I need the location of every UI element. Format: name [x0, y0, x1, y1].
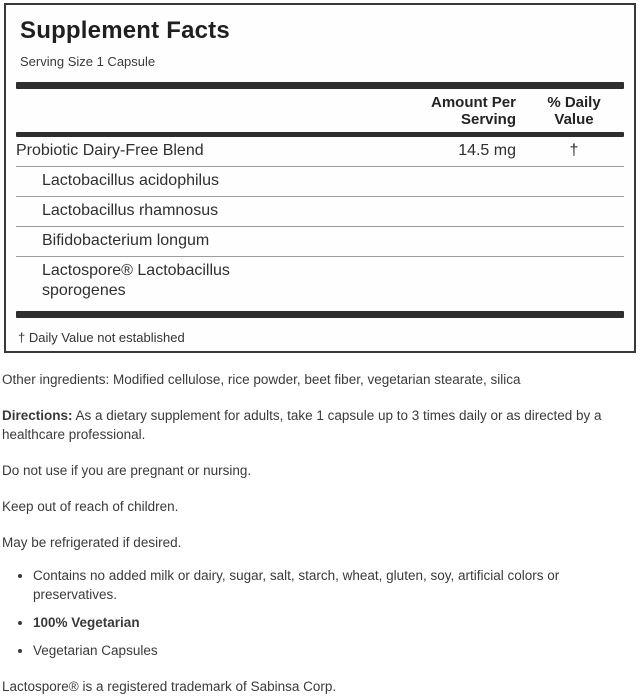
list-item: • Contains no added milk or dairy, sugar, salt, starch, wheat, gluten, soy, artificial colors or preservatives.: [33, 566, 611, 604]
panel-title: Supplement Facts: [20, 17, 230, 44]
table-row: [16, 196, 624, 226]
refrigeration-text: May be refrigerated if desired.: [2, 535, 182, 550]
directions-label: Directions:: [2, 408, 73, 423]
table-header-row: [16, 89, 624, 132]
supplement-label: [0, 3, 640, 694]
table-row: [16, 137, 624, 166]
divider-thick-bottom: [16, 311, 624, 318]
list-item: • 100% Vegetarian: [33, 613, 611, 632]
pregnancy-warning-text: Do not use if you are pregnant or nursing.: [2, 463, 252, 478]
trademark-text: Lactospore® is a registered trademark of Sabinsa Corp.: [2, 679, 337, 694]
directions-text: [2, 406, 608, 444]
divider-thick-top: [16, 82, 624, 89]
supplement-facts-panel: [4, 3, 636, 353]
ingredient-amount: 14.5 mg: [458, 142, 516, 159]
column-header-amount: Amount Per Serving: [430, 94, 516, 128]
other-ingredients-text: Other ingredients: Modified cellulose, rice powder, beet fiber, vegetarian stearate, silica: [2, 372, 521, 387]
ingredient-name: Bifidobacterium longum: [42, 232, 210, 249]
ingredient-name: Lactobacillus acidophilus: [42, 172, 219, 189]
table-row: [16, 256, 624, 306]
ingredient-name: Probiotic Dairy-Free Blend: [16, 142, 204, 159]
ingredient-daily-value: †: [569, 142, 579, 159]
list-item: • Vegetarian Capsules: [33, 641, 611, 660]
product-notes-list: [2, 566, 632, 660]
serving-size-text: Serving Size 1 Capsule: [20, 54, 156, 69]
column-header-daily-value: % Daily Value: [547, 94, 601, 128]
directions-body: As a dietary supplement for adults, take 1 capsule up to 3 times daily or as directed by a healthcare professional.: [2, 408, 602, 442]
label-body-text: [0, 370, 640, 696]
daily-value-footnote: † Daily Value not established: [18, 330, 185, 345]
ingredient-name: Lactobacillus rhamnosus: [42, 202, 219, 219]
table-row: [16, 226, 624, 256]
children-warning-text: Keep out of reach of children.: [2, 499, 179, 514]
table-row: [16, 166, 624, 196]
ingredient-name: Lactospore® Lactobacillus sporogenes: [42, 262, 230, 299]
